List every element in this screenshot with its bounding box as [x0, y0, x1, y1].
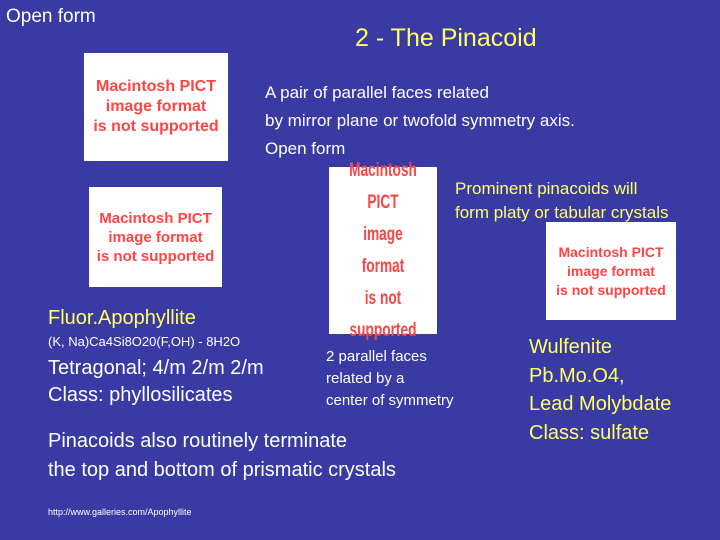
pict-placeholder-text: Macintosh PICT image format is not supported	[93, 78, 219, 135]
pict-placeholder-image	[84, 53, 228, 161]
pict-placeholder-text: Macintosh PICT image format is not supported	[556, 243, 666, 298]
wulfenite-info	[529, 333, 671, 447]
prominent-pinacoids-note	[455, 177, 669, 225]
description-line: by mirror plane or twofold symmetry axis.	[265, 111, 575, 130]
wulfenite-line: Class: sulfate	[529, 421, 650, 444]
pict-placeholder-image	[89, 187, 222, 287]
center-note-line: related by a	[326, 370, 405, 387]
crystal-system: Tetragonal; 4/m 2/m 2/m	[48, 357, 264, 379]
center-of-symmetry-note	[326, 346, 454, 412]
description-line: Open form	[265, 139, 346, 158]
wulfenite-line: Pb.Mo.O4,	[529, 364, 625, 387]
pinacoid-termination-note	[48, 427, 396, 485]
prominent-line: Prominent pinacoids will	[455, 179, 638, 198]
mineral-symmetry-info	[48, 355, 264, 409]
pict-placeholder-image	[329, 159, 437, 341]
pinacoid-description	[265, 79, 575, 163]
description-line: A pair of parallel faces related	[265, 83, 489, 102]
wulfenite-line: Lead Molybdate	[529, 393, 672, 415]
center-note-line: 2 parallel faces	[326, 348, 427, 365]
termination-line: Pinacoids also routinely terminate	[48, 430, 348, 452]
pict-placeholder-text: Macintosh PICT image format is not supported	[349, 159, 417, 341]
open-form-label: Open form	[6, 6, 96, 27]
prominent-line: form platy or tabular crystals	[455, 203, 669, 222]
termination-line: the top and bottom of prismatic crystals	[48, 459, 396, 481]
pict-placeholder-text: Macintosh PICT image format is not supported	[96, 209, 215, 265]
mineral-formula: (K, Na)Ca4Si8O20(F,OH) - 8H2O	[48, 334, 241, 349]
wulfenite-line: Wulfenite	[529, 336, 613, 358]
pict-placeholder-image	[546, 222, 676, 320]
mineral-name-fluorapophyllite: Fluor.Apophyllite	[48, 307, 196, 329]
center-note-line: center of symmetry	[326, 392, 454, 409]
slide-title: 2 - The Pinacoid	[355, 24, 537, 52]
mineral-class: Class: phyllosilicates	[48, 384, 233, 406]
source-url: http://www.galleries.com/Apophyllite	[48, 507, 192, 517]
